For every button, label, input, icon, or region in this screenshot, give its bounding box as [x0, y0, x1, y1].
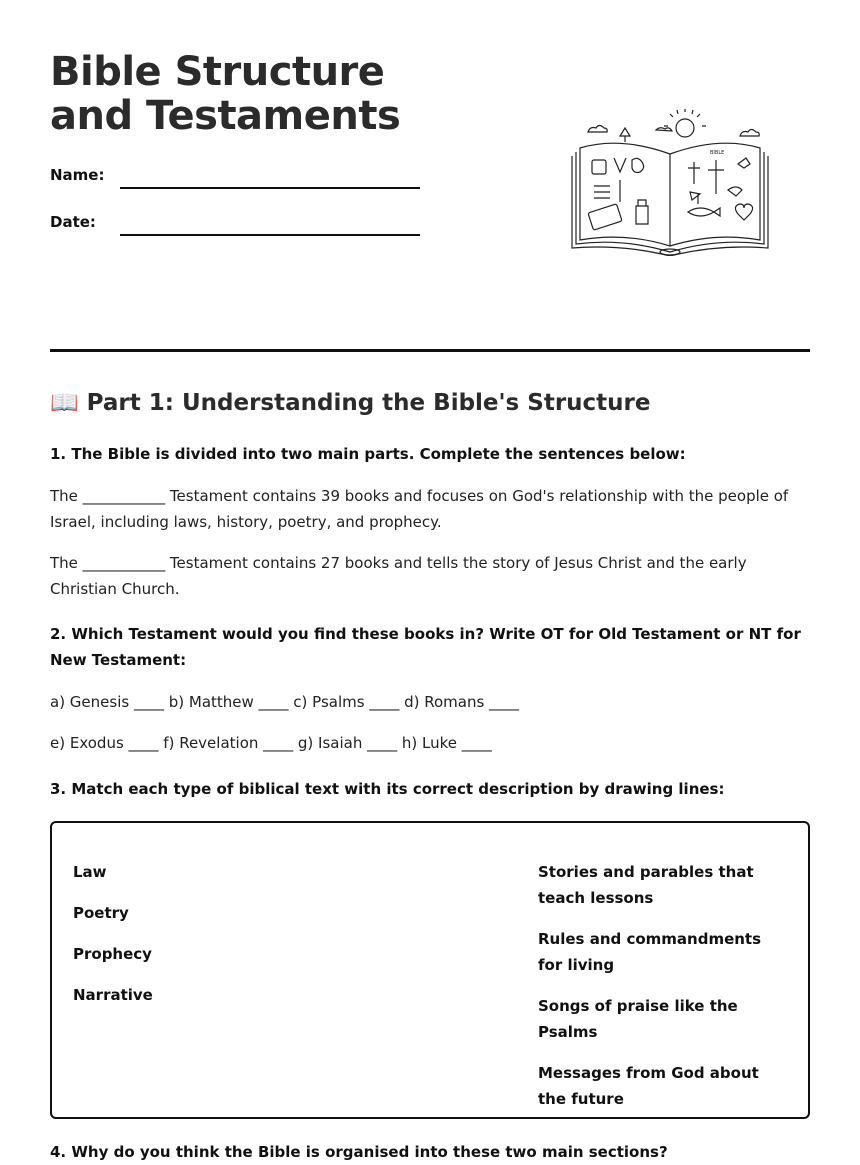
part1-title	[50, 389, 650, 416]
type-prophecy[interactable]: Prophecy	[73, 945, 152, 963]
description-stories[interactable]: Stories and parables that teach lessons	[538, 863, 754, 907]
question-3: 3. Match each type of biblical text with its correct description by drawing lines:	[50, 780, 725, 798]
description-rules[interactable]: Rules and commandments for living	[538, 930, 762, 974]
date-label: Date:	[50, 213, 96, 231]
svg-text:BIBLE: BIBLE	[710, 150, 725, 156]
q2-row-2: e) Exodus ____ f) Revelation ____ g) Isaiah ____ h) Luke ____	[50, 734, 492, 752]
description-songs[interactable]: Songs of praise like the Psalms	[538, 997, 738, 1041]
q1-sentence-2: The ___________ Testament contains 27 books and tells the story of Jesus Christ and the early Christian Church.	[50, 554, 747, 598]
question-2: 2. Which Testament would you find these books in? Write OT for Old Testament or NT for New Testament:	[50, 625, 801, 669]
name-field[interactable]	[120, 187, 420, 189]
text-types-column	[73, 859, 153, 1023]
type-poetry[interactable]: Poetry	[73, 904, 129, 922]
q2-row-1: a) Genesis ____ b) Matthew ____ c) Psalms ____ d) Romans ____	[50, 693, 520, 711]
matching-box	[50, 821, 810, 1119]
page-title: Bible Structure and Testaments	[50, 49, 401, 139]
question-4: 4. Why do you think the Bible is organised into these two main sections?	[50, 1143, 668, 1161]
type-law[interactable]: Law	[73, 863, 107, 881]
book-icon: 📖	[50, 390, 79, 416]
name-label: Name:	[50, 166, 105, 184]
descriptions-column	[538, 859, 788, 1127]
q1-sentence-1: The ___________ Testament contains 39 books and focuses on God's relationship with the people of Israel, including laws, history, poetry, and prophecy.	[50, 487, 789, 531]
date-field[interactable]	[120, 234, 420, 236]
question-1: 1. The Bible is divided into two main parts. Complete the sentences below:	[50, 445, 686, 463]
open-bible-illustration-icon	[568, 108, 778, 256]
section-divider	[50, 349, 810, 352]
description-messages[interactable]: Messages from God about the future	[538, 1064, 759, 1108]
part1-title-text: Part 1: Understanding the Bible's Structure	[86, 390, 651, 416]
type-narrative[interactable]: Narrative	[73, 986, 153, 1004]
